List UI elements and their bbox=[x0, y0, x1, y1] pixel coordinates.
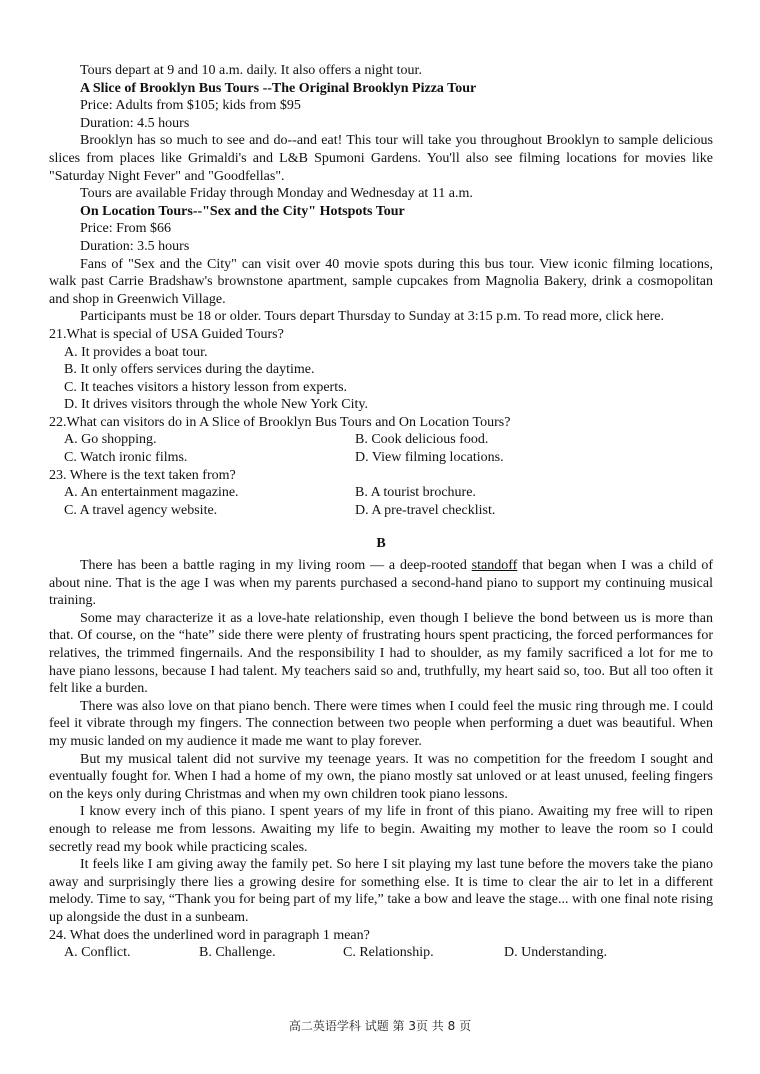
question-22-row-2 bbox=[64, 449, 713, 467]
passage-b-paragraph-2: Some may characterize it as a love-hate relationship, even though I believe the bond between us is more than that. Of course, on the “hate” side there were plenty of frustrating hours spent practicing, the forced performances for relatives, the trimmed fingernails. And the responsibility I had to shoulder, as my family sacrificed a lot for me to have piano lessons, because I had talent. My teachers said so and, truthfully, my heart said so, too. But all too often it felt like a burden. bbox=[49, 610, 713, 697]
question-24-options bbox=[64, 944, 713, 962]
question-24-option-c: C. Relationship. bbox=[343, 945, 434, 961]
question-22-stem: 22.What can visitors do in A Slice of Brooklyn Bus Tours and On Location Tours? bbox=[49, 414, 511, 430]
question-23-row-1 bbox=[64, 484, 713, 502]
question-24-option-b: B. Challenge. bbox=[199, 945, 276, 961]
passage-b-paragraph-5: I know every inch of this piano. I spent years of my life in front of this piano. Awaiting my free will to ripen enough to release me from lessons. Awaiting my life to begin. Awaiting my mother to leave the room so I could secretly read my book while practicing scales. bbox=[49, 804, 713, 855]
section-b-heading: B bbox=[376, 536, 386, 552]
passage-b-paragraph-4: But my musical talent did not survive my teenage years. It was no competition for the freedom I sought and eventually fought for. When I had a home of my own, the piano mostly sat unloved or at least unused, feeling fingers on the keys only during Christmas and when my own children took piano lessons. bbox=[49, 751, 713, 802]
question-23-option-a: A. An entertainment magazine. bbox=[64, 485, 239, 501]
location-tour-description: Fans of "Sex and the City" can visit over 40 movie spots during this bus tour. View iconic filming locations, walk past Carrie Bradshaw's brownstone apartment, sample cupcakes from Magnolia Bakery, drink a cosmopolitan and shop in Greenwich Village. bbox=[49, 256, 713, 307]
location-tour-duration: Duration: 3.5 hours bbox=[80, 238, 190, 254]
document-page bbox=[49, 62, 713, 962]
question-23-row-2 bbox=[64, 502, 713, 520]
brooklyn-tour-schedule: Tours are available Friday through Monday and Wednesday at 11 a.m. bbox=[80, 186, 473, 202]
location-tour-schedule: Participants must be 18 or older. Tours depart Thursday to Sunday at 3:15 p.m. To read more, click here. bbox=[80, 309, 664, 325]
location-tour-price: Price: From $66 bbox=[80, 221, 171, 237]
question-21-option-d: D. It drives visitors through the whole New York City. bbox=[64, 397, 368, 413]
underlined-word: standoff bbox=[471, 558, 518, 574]
question-21-option-c: C. It teaches visitors a history lesson from experts. bbox=[64, 379, 348, 395]
brooklyn-tour-price: Price: Adults from $105; kids from $95 bbox=[80, 98, 301, 114]
brooklyn-tour-title: A Slice of Brooklyn Bus Tours --The Original Brooklyn Pizza Tour bbox=[80, 80, 477, 96]
question-23-option-c: C. A travel agency website. bbox=[64, 502, 218, 518]
question-24-option-a: A. Conflict. bbox=[64, 945, 131, 961]
question-22-option-c: C. Watch ironic films. bbox=[64, 450, 188, 466]
page-footer: 高二英语学科 试题 第 3页 共 8 页 bbox=[288, 1019, 472, 1033]
paragraph-1-text-end: that began when I was a child of about nine. That is the age I was when my parents purchased a second-hand piano to support my continuing musical training. bbox=[49, 558, 713, 609]
question-21-option-b: B. It only offers services during the daytime. bbox=[64, 362, 315, 378]
question-23-option-d: D. A pre-travel checklist. bbox=[355, 502, 496, 518]
location-tour-title: On Location Tours--"Sex and the City" Hotspots Tour bbox=[80, 203, 405, 219]
question-23-option-b: B. A tourist brochure. bbox=[355, 485, 476, 501]
brooklyn-tour-duration: Duration: 4.5 hours bbox=[80, 115, 190, 131]
question-22-option-b: B. Cook delicious food. bbox=[355, 432, 489, 448]
question-24-option-d: D. Understanding. bbox=[504, 945, 608, 961]
question-23-stem: 23. Where is the text taken from? bbox=[49, 467, 236, 483]
question-21-stem: 21.What is special of USA Guided Tours? bbox=[49, 326, 284, 342]
question-22-row-1 bbox=[64, 431, 713, 449]
question-22-option-d: D. View filming locations. bbox=[355, 450, 504, 466]
passage-b-paragraph-3: There was also love on that piano bench. There were times when I could feel the music ring through me. I could feel it vibrate through my fingers. The connection between two people when performing a duet was beautiful. When my music landed on my audience it made me want to play forever. bbox=[49, 698, 713, 749]
passage-b-paragraph-6: It feels like I am giving away the family pet. So here I sit playing my last tune before the movers take the piano away and surprisingly there lies a growing desire for something else. It is time to clear the air to let in a different melody. Time to say, “Thank you for being part of my life,” take a bow and leave the stage... with one final note rising up alongside the dust in a sunbeam. bbox=[49, 857, 713, 925]
question-22-option-a: A. Go shopping. bbox=[64, 432, 157, 448]
passage-b-paragraph-1 bbox=[49, 557, 713, 610]
question-24-stem: 24. What does the underlined word in paragraph 1 mean? bbox=[49, 927, 370, 943]
question-21-option-a: A. It provides a boat tour. bbox=[64, 344, 208, 360]
brooklyn-tour-description: Brooklyn has so much to see and do--and eat! This tour will take you throughout Brooklyn to sample delicious slices from places like Grimaldi's and L&B Spumoni Gardens. You'll also see filming locations for movies like "Saturday Night Fever" and "Goodfellas". bbox=[49, 133, 713, 184]
tour-depart-line: Tours depart at 9 and 10 a.m. daily. It also offers a night tour. bbox=[80, 63, 422, 78]
paragraph-1-text-start: There has been a battle raging in my living room — a deep-rooted bbox=[80, 558, 472, 574]
